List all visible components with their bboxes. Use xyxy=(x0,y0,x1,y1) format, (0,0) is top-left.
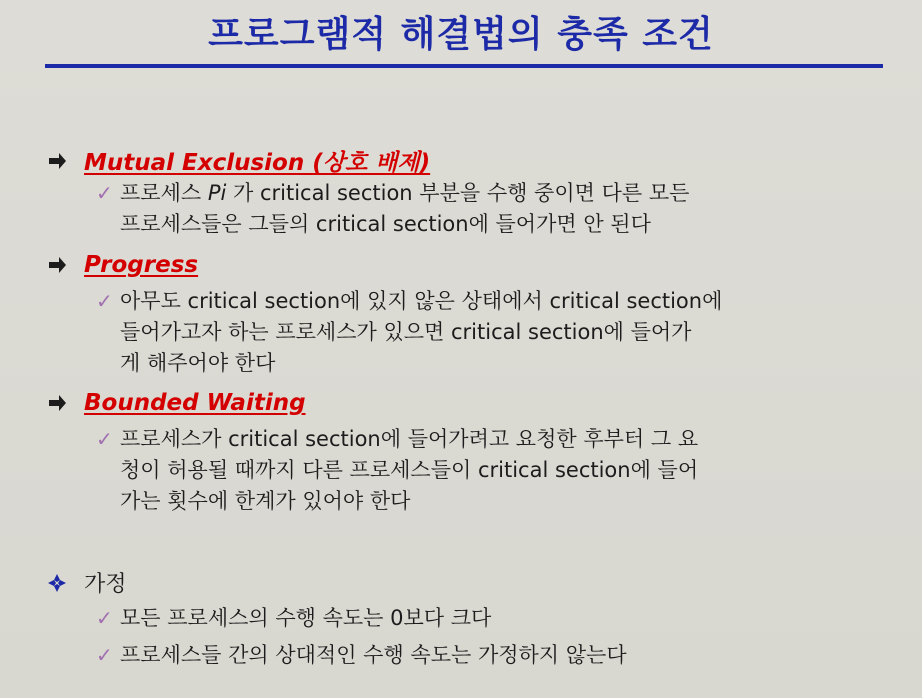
check-bullet-icon: ✓ xyxy=(96,289,113,313)
check-bullet-icon: ✓ xyxy=(96,427,113,451)
section-heading: Progress xyxy=(84,252,199,278)
section-item-text xyxy=(120,286,722,379)
item-line: 게 해주어야 한다 xyxy=(120,351,276,375)
check-bullet-icon: ✓ xyxy=(96,181,113,205)
section-progress xyxy=(46,252,198,278)
diamond-bullet-icon xyxy=(46,572,68,594)
assumption-item-text: 모든 프로세스의 수행 속도는 0보다 크다 xyxy=(120,606,492,630)
item-line: 프로세스가 critical section에 들어가려고 요청한 후부터 그 요 xyxy=(120,427,699,451)
slide-title: 프로그램적 해결법의 충족 조건 xyxy=(208,14,714,55)
arrow-bullet-icon xyxy=(46,254,68,276)
section-bounded-waiting xyxy=(46,390,306,416)
section-item xyxy=(96,178,856,240)
section-heading: Bounded Waiting xyxy=(84,390,306,416)
section-item-text xyxy=(120,424,698,517)
item-line: 들어가고자 하는 프로세스가 있으면 critical section에 들어가 xyxy=(120,320,692,344)
arrow-bullet-icon xyxy=(46,392,68,414)
title-divider xyxy=(45,64,883,68)
section-item xyxy=(96,286,856,379)
section-item xyxy=(96,424,856,517)
section-heading: Mutual Exclusion (상호 배제) xyxy=(84,150,431,176)
section-mutual-exclusion xyxy=(46,144,430,177)
item-line: 프로세스들은 그들의 critical section에 들어가면 안 된다 xyxy=(120,212,651,236)
check-bullet-icon: ✓ xyxy=(96,606,113,630)
item-line: 가는 횟수에 한계가 있어야 한다 xyxy=(120,489,411,513)
assumption-item xyxy=(96,603,856,634)
item-line: 아무도 critical section에 있지 않은 상태에서 critical section에 xyxy=(120,289,723,313)
assumption-item xyxy=(96,640,856,671)
assumption-heading: 가정 xyxy=(84,572,127,597)
item-line: 청이 허용될 때까지 다른 프로세스들이 critical section에 들어 xyxy=(120,458,699,482)
arrow-bullet-icon xyxy=(46,150,68,172)
check-bullet-icon: ✓ xyxy=(96,643,113,667)
section-item-text xyxy=(120,178,689,240)
section-assumption xyxy=(46,567,127,598)
assumption-item-text: 프로세스들 간의 상대적인 수행 속도는 가정하지 않는다 xyxy=(120,643,627,667)
item-line: 프로세스 Pi 가 critical section 부분을 수행 중이면 다른 모든 xyxy=(120,181,690,205)
